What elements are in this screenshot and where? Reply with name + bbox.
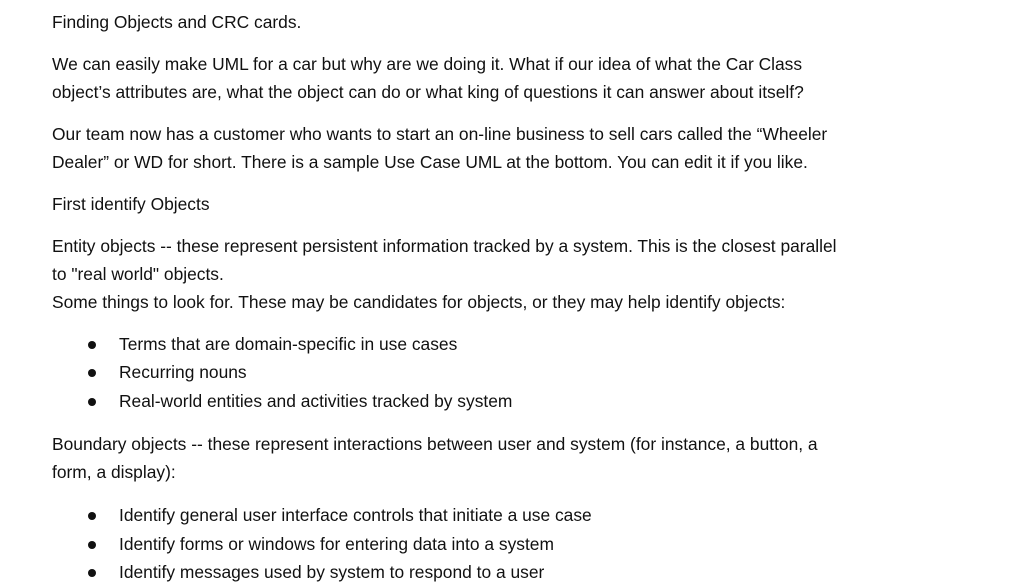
bullet-dot-icon [88,569,96,577]
list-item-text: Identify forms or windows for entering data into a system [119,533,554,554]
team-line: Dealer” or WD for short. There is a sample Use Case UML at the bottom. You can edit it if you like. [52,152,808,172]
bullet-dot-icon [88,512,96,520]
bullet-dot-icon [88,398,96,406]
list-item-text: Identify messages used by system to respond to a user [119,562,545,583]
entity-line: Some things to look for. These may be candidates for objects, or they may help identify objects: [52,292,786,312]
intro-paragraph [52,50,1002,106]
first-identify-heading: First identify Objects [52,194,210,214]
boundary-line: Boundary objects -- these represent interactions between user and system (for instance, a button, a [52,434,818,455]
entity-bullet-list [52,330,1002,415]
list-item [52,358,1002,386]
list-item-text: Identify general user interface controls that initiate a use case [119,505,592,526]
bullet-dot-icon [88,341,96,349]
document-title: Finding Objects and CRC cards. [52,12,302,32]
intro-line: We can easily make UML for a car but why are we doing it. What if our idea of what the Car Class [52,54,803,74]
document-page [52,8,1002,586]
boundary-bullet-list [52,501,1002,586]
list-item [52,530,1002,558]
list-item-text: Terms that are domain-specific in use cases [119,334,458,354]
list-item-text: Real-world entities and activities tracked by system [119,390,513,411]
boundary-paragraph [52,430,1002,486]
team-paragraph [52,120,1002,176]
entity-line: to "real world" objects. [52,264,224,284]
entity-paragraph [52,232,1002,316]
list-item-text: Recurring nouns [119,362,247,383]
bullet-dot-icon [88,369,96,377]
intro-line: object’s attributes are, what the object can do or what king of questions it can answer about itself? [52,82,804,102]
list-item [52,558,1002,586]
team-line: Our team now has a customer who wants to start an on-line business to sell cars called the “Wheeler [52,124,828,144]
entity-line: Entity objects -- these represent persistent information tracked by a system. This is the closest parallel [52,236,837,256]
list-item [52,501,1002,529]
list-item [52,330,1002,358]
boundary-line: form, a display): [52,462,176,483]
bullet-dot-icon [88,541,96,549]
list-item [52,387,1002,415]
